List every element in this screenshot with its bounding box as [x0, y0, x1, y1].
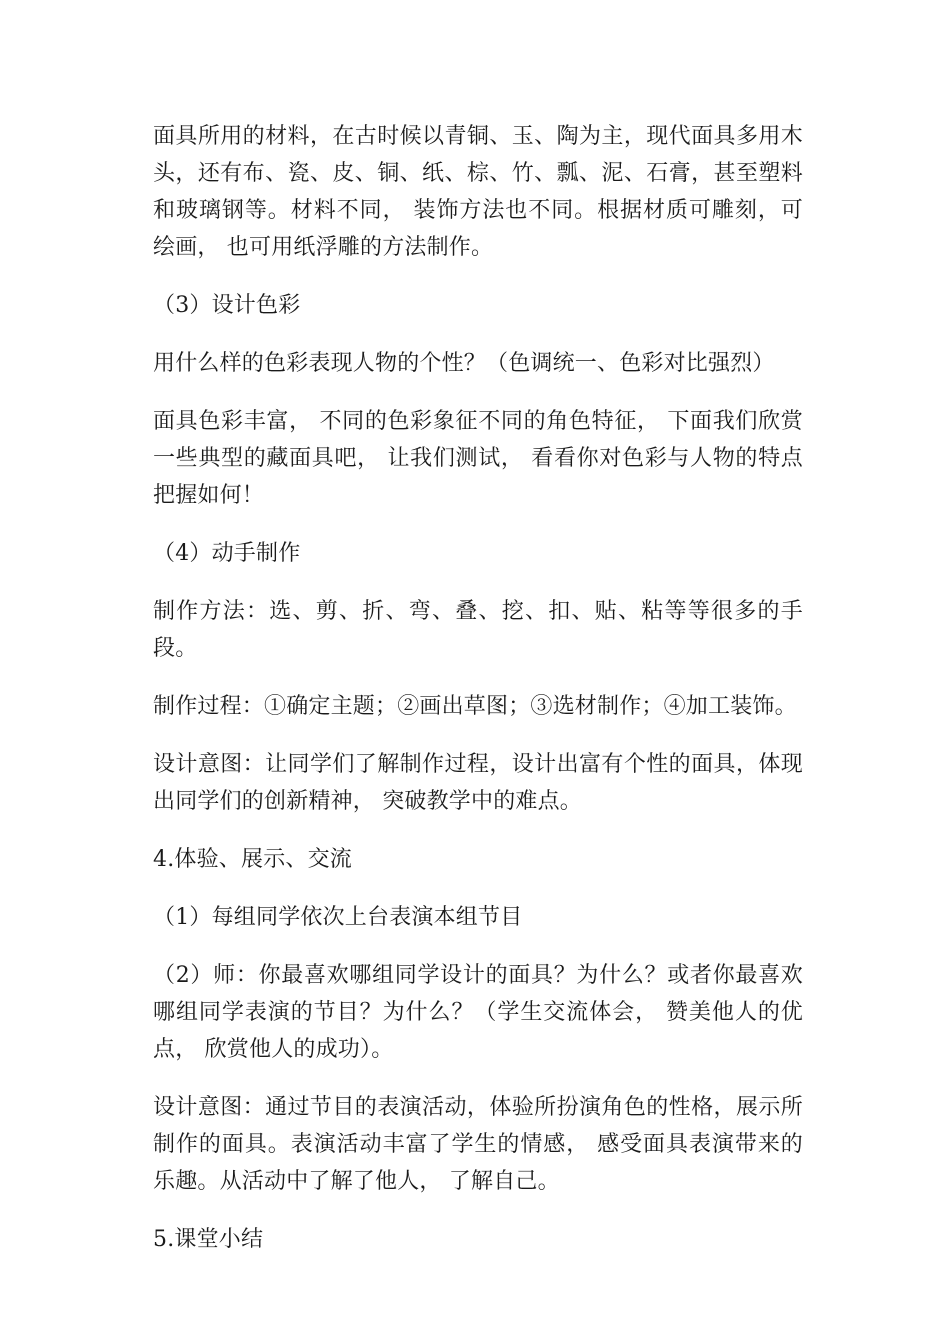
paragraph-color-question: 用什么样的色彩表现人物的个性？（色调统一、色彩对比强烈） [153, 351, 775, 376]
paragraph-materials: 面具所用的材料，在古时候以青铜、玉、陶为主，现代面具多用木头，还有布、瓷、皮、铜、纸、棕、竹、瓢、泥、石膏，甚至塑料和玻璃钢等。材料不同， 装饰方法也不同。根据材质可雕刻，可绘画， 也可用纸浮雕的方法制作。 [153, 124, 803, 260]
paragraph-color-features: 面具色彩丰富， 不同的色彩象征不同的角色特征， 下面我们欣赏一些典型的藏面具吧， 让我们测试， 看看你对色彩与人物的特点把握如何！ [153, 409, 803, 508]
paragraph-group-performance: （1）每组同学依次上台表演本组节目 [153, 905, 523, 930]
heading-design-color: （3）设计色彩 [153, 293, 301, 318]
document-body [153, 118, 803, 1279]
heading-experience-show: 4.体验、展示、交流 [153, 847, 352, 872]
heading-class-summary: 5.课堂小结 [153, 1227, 264, 1252]
paragraph-teacher-question: （2）师：你最喜欢哪组同学设计的面具？为什么？或者你最喜欢哪组同学表演的节目？为什么？（学生交流体会， 赞美他人的优点， 欣赏他人的成功）。 [153, 963, 803, 1062]
paragraph-making-method: 制作方法：选、剪、折、弯、叠、挖、扣、贴、粘等等很多的手段。 [153, 599, 803, 661]
heading-hands-on: （4）动手制作 [153, 541, 301, 566]
paragraph-making-process: 制作过程：①确定主题；②画出草图；③选材制作；④加工装饰。 [153, 694, 797, 719]
paragraph-design-intent-2: 设计意图：通过节目的表演活动，体验所扮演角色的性格，展示所制作的面具。表演活动丰富了学生的情感， 感受面具表演带来的乐趣。从活动中了解了他人， 了解自己。 [153, 1095, 803, 1194]
paragraph-design-intent-1: 设计意图：让同学们了解制作过程，设计出富有个性的面具，体现出同学们的创新精神， 突破教学中的难点。 [153, 752, 803, 814]
